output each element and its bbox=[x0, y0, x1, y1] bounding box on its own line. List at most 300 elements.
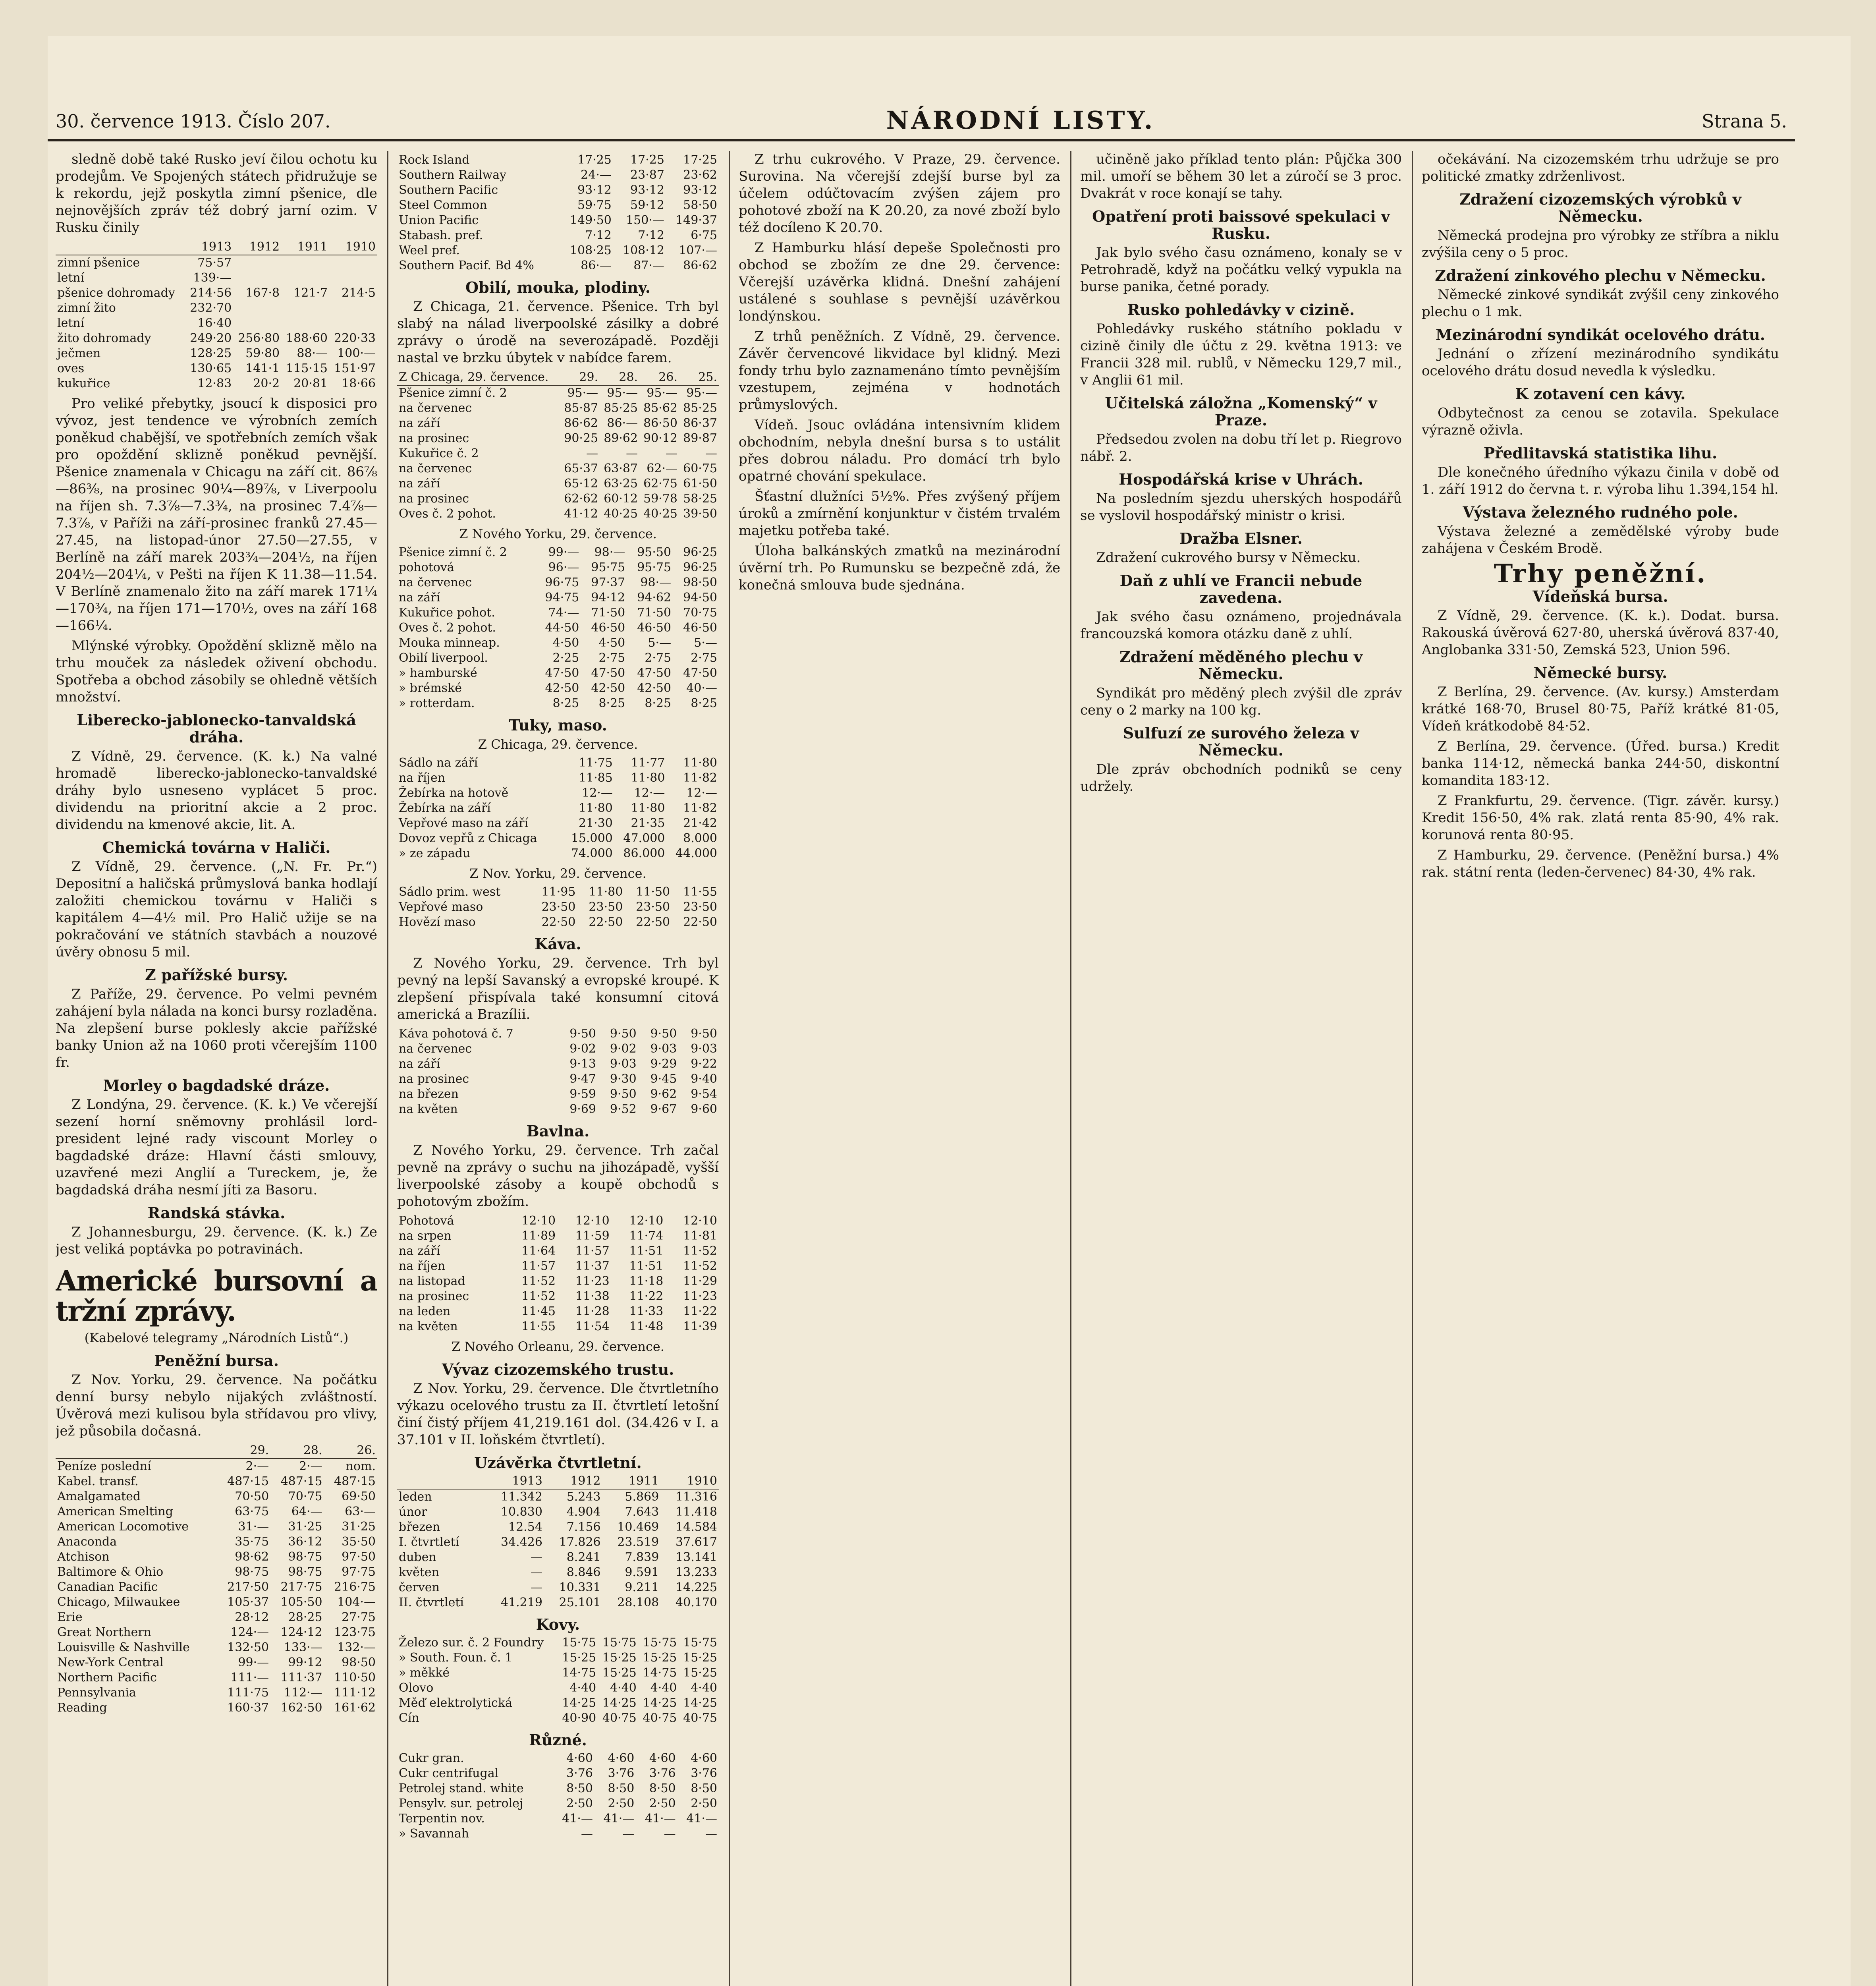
table-cell: 232·70 bbox=[190, 301, 232, 315]
table-cell: 10.830 bbox=[500, 1505, 542, 1519]
table-cell: 59·75 bbox=[577, 198, 612, 212]
table-row bbox=[397, 560, 719, 575]
subheading: (Kabelové telegramy „Národních Listů“.) bbox=[84, 1330, 349, 1345]
section-heading: Daň z uhlí ve Francii nebude zavedena. bbox=[1119, 572, 1363, 607]
table-cell: 35·50 bbox=[342, 1535, 376, 1549]
table-cell: 487·15 bbox=[334, 1474, 376, 1488]
table-cell: oves bbox=[57, 361, 85, 375]
table-cell: Kukuřice č. 2 bbox=[399, 446, 479, 460]
table-cell: — bbox=[530, 1565, 542, 1579]
section-heading: Morley o bagdadské dráze. bbox=[103, 1076, 330, 1094]
table-cell: 12·10 bbox=[629, 1214, 664, 1228]
table-cell: 40·25 bbox=[643, 507, 678, 521]
paragraph: Z Vídně, 29. července. (K. k.). Dodat. bursa. Rakouská úvěrová 627·80, uherská úvěrová 837·40, Anglobanka 331·50, Zemská 523, Union 596. bbox=[1422, 608, 1779, 658]
table-cell: 11·80 bbox=[631, 801, 665, 815]
table-row bbox=[397, 1520, 719, 1535]
table-cell: 95·— bbox=[686, 386, 717, 400]
paragraph: sledně době také Rusko jeví čilou ochotu ku prodejům. Ve Spojených státech přidružuje se k rekordu, jejž poskytla zimní pšenice, dle nejnovějších zpráv též dobrý jarní ozim. V Rusku činily bbox=[56, 151, 377, 236]
table-cell: 14.225 bbox=[676, 1580, 717, 1594]
table-cell: 14·25 bbox=[562, 1696, 596, 1710]
table-cell: 22·50 bbox=[589, 915, 623, 929]
table-cell: 90·12 bbox=[643, 431, 678, 445]
table-cell: 31·25 bbox=[342, 1520, 376, 1534]
table-cell: duben bbox=[399, 1550, 436, 1564]
table-cell: 217·75 bbox=[280, 1580, 322, 1594]
subheading: Z Nov. Yorku, 29. července. bbox=[469, 866, 647, 881]
table-cell: 115·15 bbox=[286, 361, 328, 375]
table-cell: 132·— bbox=[337, 1640, 376, 1654]
table-cell: 214·5 bbox=[342, 286, 376, 300]
paragraph: Pohledávky ruského státního pokladu v cizině činily dle účtu z 29. května 1913: ve Francii 328 mil. rublů, v Německu 129,7 mil., v Anglii 61 mil. bbox=[1080, 321, 1402, 388]
paragraph: Z Hamburku hlásí depeše Společnosti pro obchod se zbožím ze dne 29. července: Včerejší uzávěrka klidná. Dnešní zahájení ustálené s souhlase s pevnější uzávěrkou londýnskou. bbox=[739, 240, 1060, 324]
table-cell: 8·25 bbox=[645, 696, 672, 710]
paragraph: Jak bylo svého času oznámeno, konaly se v Petrohradě, když na počátku velký vypukla na burse panika, četné porady. bbox=[1080, 245, 1402, 295]
table-cell: Union Pacific bbox=[399, 213, 479, 227]
paragraph: Z Hamburku, 29. července. (Peněžní bursa.) 4% rak. státní renta (leden-červenec) 84·30, 4% rak. bbox=[1422, 847, 1779, 880]
table-cell: 47.000 bbox=[623, 831, 665, 845]
table-row bbox=[56, 270, 377, 286]
table-cell: 27·75 bbox=[342, 1610, 376, 1624]
table-cell: 15·25 bbox=[562, 1651, 596, 1665]
table-row bbox=[397, 1102, 719, 1117]
table-cell: 9·59 bbox=[569, 1087, 596, 1101]
table-cell: na září bbox=[399, 1244, 440, 1258]
table-cell: 13.233 bbox=[676, 1565, 717, 1579]
paragraph: Z Nov. Yorku, 29. července. Na počátku denní bursy nebylo nijakých zvláštností. Úvěrová mezi kulisou byla střídavou pro vlivy, jež působila dočasná. bbox=[56, 1372, 377, 1439]
table-cell: Pšenice zimní č. 2 bbox=[399, 386, 507, 400]
table-cell: 123·75 bbox=[334, 1625, 376, 1639]
table-cell: 107·— bbox=[679, 243, 717, 257]
table-row bbox=[397, 915, 719, 930]
table-cell: 11·45 bbox=[521, 1304, 556, 1318]
table-cell: 2·50 bbox=[691, 1797, 717, 1810]
table-cell: 11·81 bbox=[683, 1229, 717, 1243]
table-header-cell bbox=[397, 1474, 486, 1489]
table-row bbox=[397, 1580, 719, 1595]
table-cell: 63·— bbox=[345, 1505, 376, 1518]
table-cell: Weel pref. bbox=[399, 243, 460, 257]
table-cell: 7.643 bbox=[625, 1505, 659, 1519]
table-cell: 11·80 bbox=[631, 771, 665, 785]
table-cell: — bbox=[664, 1827, 676, 1841]
table-cell: 86·62 bbox=[683, 259, 717, 272]
table-cell: Žebírka na hotově bbox=[399, 786, 509, 800]
table-cell: 7.156 bbox=[566, 1520, 601, 1534]
table-cell: 7·12 bbox=[585, 228, 612, 242]
table-cell: na prosinec bbox=[399, 1072, 469, 1086]
misc-table bbox=[397, 1751, 719, 1841]
table-cell: 23·50 bbox=[541, 900, 576, 914]
table-cell: 10.469 bbox=[617, 1520, 659, 1534]
table-header-cell: 1912 bbox=[544, 1474, 602, 1489]
table-cell: » South. Foun. č. 1 bbox=[399, 1651, 513, 1665]
table-row bbox=[397, 846, 719, 861]
table-cell: 86·— bbox=[581, 259, 612, 272]
table-cell: 63·25 bbox=[604, 477, 638, 491]
table-cell: » ze západu bbox=[399, 846, 471, 860]
column-divider bbox=[1070, 151, 1071, 1986]
table-cell: 150·— bbox=[626, 213, 664, 227]
table-cell: 11·95 bbox=[541, 885, 576, 899]
table-cell bbox=[281, 316, 329, 331]
table-cell: 151·97 bbox=[334, 361, 376, 375]
paragraph: Z Berlína, 29. července. (Úřed. bursa.) Kredit banka 114·12, německá banka 244·50, diskontní komandita 183·12. bbox=[1422, 738, 1779, 788]
table-row bbox=[397, 213, 719, 228]
paragraph: Německé zinkové syndikát zvýšil ceny zinkového plechu o 1 mk. bbox=[1422, 287, 1779, 320]
table-row bbox=[56, 1610, 377, 1625]
table-cell: 88·— bbox=[297, 346, 328, 360]
section-heading: K zotavení cen kávy. bbox=[1515, 385, 1686, 403]
table-cell: 11·50 bbox=[636, 885, 670, 899]
table-cell: 161·62 bbox=[334, 1701, 376, 1715]
table-cell: » hamburské bbox=[399, 666, 477, 680]
table-row bbox=[397, 816, 719, 831]
paragraph: Dle konečného úředního výkazu činila v době od 1. září 1912 do června t. r. výroba lihu 1.394,154 hl. bbox=[1422, 464, 1779, 497]
table-header-cell bbox=[56, 1443, 217, 1459]
table-row bbox=[397, 446, 719, 461]
table-cell: 15·75 bbox=[683, 1636, 717, 1650]
stock-table-cont bbox=[397, 153, 719, 273]
crop-table bbox=[56, 240, 377, 391]
section-heading: Vývaz cizozemského trustu. bbox=[442, 1360, 674, 1378]
table-cell: 5.243 bbox=[566, 1490, 601, 1504]
table-row bbox=[397, 183, 719, 198]
issue-date: 30. července 1913. Číslo 207. bbox=[56, 110, 331, 132]
table-cell: kukuřice bbox=[57, 377, 110, 390]
table-cell: na červenec bbox=[399, 401, 472, 415]
table-cell: Mouka minneap. bbox=[399, 636, 500, 650]
table-header-row bbox=[397, 1474, 719, 1489]
paragraph: Výstava železné a zemědělské výroby bude zahájena v Českém Brodě. bbox=[1422, 524, 1779, 556]
table-cell: 2·75 bbox=[598, 651, 625, 665]
table-cell: Žebírka na září bbox=[399, 801, 491, 815]
table-cell: 15·75 bbox=[602, 1636, 637, 1650]
table-cell: 71·50 bbox=[591, 606, 625, 620]
table-cell: Obilí liverpool. bbox=[399, 651, 488, 665]
table-cell: na září bbox=[399, 477, 440, 491]
table-cell: 11·55 bbox=[683, 885, 717, 899]
table-row bbox=[397, 506, 719, 522]
table-cell: 111·37 bbox=[280, 1671, 322, 1685]
table-cell: 2·75 bbox=[691, 651, 717, 665]
table-cell: 9·62 bbox=[650, 1087, 677, 1101]
table-cell: letní bbox=[57, 316, 85, 330]
table-cell: 69·50 bbox=[342, 1490, 376, 1503]
table-cell: 21·30 bbox=[578, 816, 613, 830]
table-cell: 11·22 bbox=[683, 1304, 717, 1318]
table-header-row bbox=[397, 370, 719, 385]
coffee-table bbox=[397, 1026, 719, 1117]
table-cell: pšenice dohromady bbox=[57, 286, 175, 300]
table-cell: 93·12 bbox=[577, 183, 612, 197]
table-row bbox=[397, 431, 719, 446]
table-cell: 12·10 bbox=[575, 1214, 610, 1228]
table-cell: 12·— bbox=[582, 786, 613, 800]
table-cell: 11.342 bbox=[500, 1490, 542, 1504]
table-cell: 23·62 bbox=[683, 168, 717, 182]
table-cell: na září bbox=[399, 416, 440, 430]
table-cell: na květen bbox=[399, 1319, 458, 1333]
table-row bbox=[397, 1811, 719, 1826]
table-row bbox=[397, 605, 719, 620]
section-heading: Různé. bbox=[529, 1731, 587, 1749]
table-cell: Vepřové maso na září bbox=[399, 816, 529, 830]
table-header-cell: 1913 bbox=[185, 240, 233, 255]
table-cell: 58·25 bbox=[683, 492, 717, 506]
paragraph: Jednání o zřízení mezinárodního syndikátu ocelového drátu dosud nevedla k výsledku. bbox=[1422, 346, 1779, 379]
table-cell: 94·62 bbox=[637, 591, 672, 605]
table-row bbox=[56, 376, 377, 391]
table-cell: 13.141 bbox=[676, 1550, 717, 1564]
paragraph: Z Johannesburgu, 29. července. (K. k.) Ze jest veliká poptávka po potravinách. bbox=[56, 1224, 377, 1257]
table-cell bbox=[329, 301, 377, 316]
table-cell: 95·— bbox=[647, 386, 678, 400]
subheading: Z Chicaga, 29. července. bbox=[478, 737, 638, 752]
table-cell: 11·39 bbox=[683, 1319, 717, 1333]
table-cell: 47·50 bbox=[683, 666, 717, 680]
table-cell: 41.219 bbox=[500, 1596, 542, 1609]
table-cell: 21·42 bbox=[683, 816, 717, 830]
table-cell: 9·30 bbox=[610, 1072, 637, 1086]
section-heading: Peněžní bursa. bbox=[154, 1352, 279, 1370]
table-cell: 11·74 bbox=[629, 1229, 664, 1243]
table-header-cell: 29. bbox=[217, 1443, 270, 1459]
table-cell: Železo sur. č. 2 Foundry bbox=[399, 1636, 544, 1650]
table-cell: 133·— bbox=[284, 1640, 322, 1654]
page-number: Strana 5. bbox=[1702, 110, 1787, 132]
table-cell: 12.54 bbox=[508, 1520, 542, 1534]
table-cell: 98·75 bbox=[288, 1550, 322, 1564]
section-heading: Uzávěrka čtvrtletní. bbox=[474, 1454, 642, 1472]
table-row bbox=[397, 416, 719, 431]
table-cell: 98·— bbox=[640, 576, 672, 589]
table-cell: Rock Island bbox=[399, 153, 470, 167]
table-row bbox=[397, 755, 719, 771]
table-cell: 9·50 bbox=[569, 1027, 596, 1041]
table-row bbox=[397, 636, 719, 651]
table-cell: Reading bbox=[57, 1701, 107, 1715]
table-cell: 188·60 bbox=[286, 331, 328, 345]
table-row bbox=[56, 1459, 377, 1474]
table-cell: 95·— bbox=[567, 386, 598, 400]
table-cell: Peníze poslední bbox=[57, 1459, 151, 1473]
table-cell: ječmen bbox=[57, 346, 101, 360]
section-heading: Liberecko-jablonecko-tanvaldská dráha. bbox=[77, 711, 356, 746]
table-row bbox=[56, 1580, 377, 1595]
paragraph: Odbytečnost za cenou se zotavila. Spekulace výrazně oživla. bbox=[1422, 405, 1779, 438]
table-cell: 86·— bbox=[607, 416, 638, 430]
table-cell: 8·25 bbox=[691, 696, 717, 710]
table-row bbox=[397, 666, 719, 681]
table-row bbox=[56, 1625, 377, 1640]
table-cell: Erie bbox=[57, 1610, 83, 1624]
table-cell: 149·50 bbox=[569, 213, 612, 227]
column-divider bbox=[387, 151, 388, 1986]
table-cell: 149·37 bbox=[676, 213, 717, 227]
table-cell: žito dohromady bbox=[57, 331, 151, 345]
table-cell: 3·76 bbox=[608, 1766, 635, 1780]
table-cell: 8.000 bbox=[683, 831, 717, 845]
table-cell: 93·12 bbox=[630, 183, 664, 197]
table-row bbox=[56, 1670, 377, 1685]
table-cell: 94·50 bbox=[683, 591, 717, 605]
table-cell: Olovo bbox=[399, 1681, 434, 1695]
table-cell: 2·50 bbox=[566, 1797, 593, 1810]
table-cell: 85·25 bbox=[683, 401, 717, 415]
table-cell: 3·76 bbox=[649, 1766, 676, 1780]
table-cell: — bbox=[581, 1827, 593, 1841]
table-row bbox=[397, 1595, 719, 1610]
table-cell: 98·75 bbox=[235, 1565, 269, 1579]
section-heading: Tuky, maso. bbox=[509, 716, 607, 734]
table-cell: Sádlo na září bbox=[399, 756, 478, 770]
table-cell: Kabel. transf. bbox=[57, 1474, 139, 1488]
table-cell: — bbox=[586, 446, 598, 460]
table-cell: 8·50 bbox=[691, 1781, 717, 1795]
table-cell: 9·67 bbox=[650, 1102, 677, 1116]
table-cell: 111·— bbox=[230, 1671, 269, 1685]
table-cell: » brémské bbox=[399, 681, 462, 695]
table-cell: 89·62 bbox=[604, 431, 638, 445]
table-cell: 160·37 bbox=[227, 1701, 269, 1715]
table-cell: 15·25 bbox=[643, 1651, 677, 1665]
table-row bbox=[56, 1474, 377, 1489]
table-cell: 11·23 bbox=[683, 1289, 717, 1303]
table-row bbox=[397, 461, 719, 476]
table-cell: 9·69 bbox=[569, 1102, 596, 1116]
table-cell: zimní žito bbox=[57, 301, 116, 315]
table-cell: 5.869 bbox=[625, 1490, 659, 1504]
table-cell bbox=[281, 301, 329, 316]
table-cell: 70·75 bbox=[683, 606, 717, 620]
table-cell: 4·60 bbox=[649, 1751, 676, 1765]
table-row bbox=[56, 1700, 377, 1716]
column-divider bbox=[1412, 151, 1413, 1986]
table-row bbox=[397, 1826, 719, 1841]
table-cell: 5·— bbox=[648, 636, 672, 650]
table-cell: 95·75 bbox=[591, 560, 625, 574]
table-cell: 95·75 bbox=[637, 560, 672, 574]
table-cell: 11·33 bbox=[629, 1304, 664, 1318]
table-cell: 9·22 bbox=[691, 1057, 717, 1071]
table-row bbox=[397, 1087, 719, 1102]
table-cell: 85·87 bbox=[564, 401, 598, 415]
table-cell: 96·25 bbox=[683, 545, 717, 559]
paragraph: Předsedou zvolen na dobu tří let p. Riegrovo nábř. 2. bbox=[1080, 431, 1402, 464]
table-header-cell: 1912 bbox=[233, 240, 281, 255]
table-cell: Canadian Pacific bbox=[57, 1580, 158, 1594]
table-cell: 40.170 bbox=[676, 1596, 717, 1609]
table-cell: 11.316 bbox=[676, 1490, 717, 1504]
table-row bbox=[56, 346, 377, 361]
table-cell: 4·50 bbox=[598, 636, 625, 650]
table-cell: 9·47 bbox=[569, 1072, 596, 1086]
table-cell: 62·75 bbox=[643, 477, 678, 491]
table-cell: 22·50 bbox=[636, 915, 670, 929]
table-row bbox=[397, 1535, 719, 1550]
table-row bbox=[397, 1229, 719, 1244]
table-cell: 47·50 bbox=[591, 666, 625, 680]
table-cell: 2·— bbox=[245, 1459, 269, 1473]
table-cell: 487·15 bbox=[280, 1474, 322, 1488]
table-cell: na červenec bbox=[399, 576, 472, 589]
table-cell: Terpentin nov. bbox=[399, 1812, 485, 1826]
table-cell: nom. bbox=[345, 1459, 376, 1473]
table-cell: 98·75 bbox=[288, 1565, 322, 1579]
table-row bbox=[56, 1595, 377, 1610]
table-row bbox=[397, 801, 719, 816]
table-header-cell: 26. bbox=[324, 1443, 377, 1459]
table-cell: II. čtvrtletí bbox=[399, 1596, 464, 1609]
table-row bbox=[56, 301, 377, 316]
table-cell: leden bbox=[399, 1490, 432, 1504]
subheading: Z Nového Orleanu, 29. července. bbox=[452, 1339, 664, 1354]
table-cell: 14·25 bbox=[683, 1696, 717, 1710]
table-cell: 65·12 bbox=[564, 477, 598, 491]
table-row bbox=[397, 1057, 719, 1072]
table-row bbox=[397, 1635, 719, 1650]
table-cell: 8·25 bbox=[552, 696, 579, 710]
table-cell: 11·18 bbox=[629, 1274, 664, 1288]
table-row bbox=[397, 168, 719, 183]
table-row bbox=[56, 286, 377, 301]
table-cell: 249·20 bbox=[190, 331, 232, 345]
table-cell: na prosinec bbox=[399, 431, 469, 445]
paragraph: Pro veliké přebytky, jsoucí k disposici pro vývoz, jest tendence ve výrobních zemích poněkud chabější, ve spotřebních zemích však pro opoždění sklizně poněkud pevnější. Pšenice znamenala v Chicagu na září cit. 86⅞—86⅜, na prosinec 90¼—89⅞, v Liverpoolu na říjen sh. 7.3⅞—7.3¾, na prosinec 7.4⅞—7.3⅞, v Paříži na září-prosinec franků 27.45—27.45, na listopad-únor 27.50—27.55, v Berlíně na září marek 203¾—204½, na říjen 204½—204¼, v Pešti na říjen K 11.38—11.54. V Berlíně znamenalo žito na září marek 171¼—170¾, na říjen 171—170½, oves na září 168—166¼. bbox=[56, 396, 377, 634]
table-row bbox=[397, 1696, 719, 1711]
table-cell bbox=[329, 316, 377, 331]
table-cell: 2·50 bbox=[608, 1797, 635, 1810]
table-cell: 23·87 bbox=[630, 168, 664, 182]
table-header-cell: 26. bbox=[639, 370, 679, 385]
table-row bbox=[397, 1274, 719, 1289]
table-cell: Anaconda bbox=[57, 1535, 117, 1549]
table-cell: 7·12 bbox=[638, 228, 664, 242]
table-cell: 31·25 bbox=[288, 1520, 322, 1534]
table-row bbox=[397, 1751, 719, 1766]
table-cell bbox=[281, 255, 329, 270]
table-cell: 59·80 bbox=[245, 346, 280, 360]
table-header-cell: 1913 bbox=[486, 1474, 544, 1489]
paragraph: Dle zpráv obchodních podniků se ceny udržely. bbox=[1080, 761, 1402, 794]
section-heading: Kovy. bbox=[536, 1615, 580, 1633]
table-cell: 74·— bbox=[548, 606, 579, 620]
table-cell: — bbox=[530, 1550, 542, 1564]
table-cell: — bbox=[626, 446, 638, 460]
table-cell: 86·62 bbox=[564, 416, 598, 430]
table-cell: Hovězí maso bbox=[399, 915, 476, 929]
table-cell: 28·12 bbox=[235, 1610, 269, 1624]
table-row bbox=[56, 255, 377, 270]
table-row bbox=[397, 1505, 719, 1520]
table-cell: 217·50 bbox=[227, 1580, 269, 1594]
table-cell: 65·37 bbox=[564, 462, 598, 475]
table-cell: 28.108 bbox=[617, 1596, 659, 1609]
table-cell: 11·23 bbox=[575, 1274, 610, 1288]
table-cell: 9.211 bbox=[625, 1580, 659, 1594]
table-cell: 61·50 bbox=[683, 477, 717, 491]
table-cell: 139·— bbox=[193, 271, 232, 285]
section-heading: Káva. bbox=[535, 935, 581, 953]
table-row bbox=[56, 1534, 377, 1549]
table-cell: 132·50 bbox=[227, 1640, 269, 1654]
table-cell: I. čtvrtletí bbox=[399, 1535, 459, 1549]
table-cell: 8·25 bbox=[598, 696, 625, 710]
section-heading: Zdražení zinkového plechu v Německu. bbox=[1435, 267, 1766, 284]
table-cell: 11·57 bbox=[575, 1244, 610, 1258]
table-cell: 9·29 bbox=[650, 1057, 677, 1071]
table-cell: 111·75 bbox=[227, 1686, 269, 1700]
